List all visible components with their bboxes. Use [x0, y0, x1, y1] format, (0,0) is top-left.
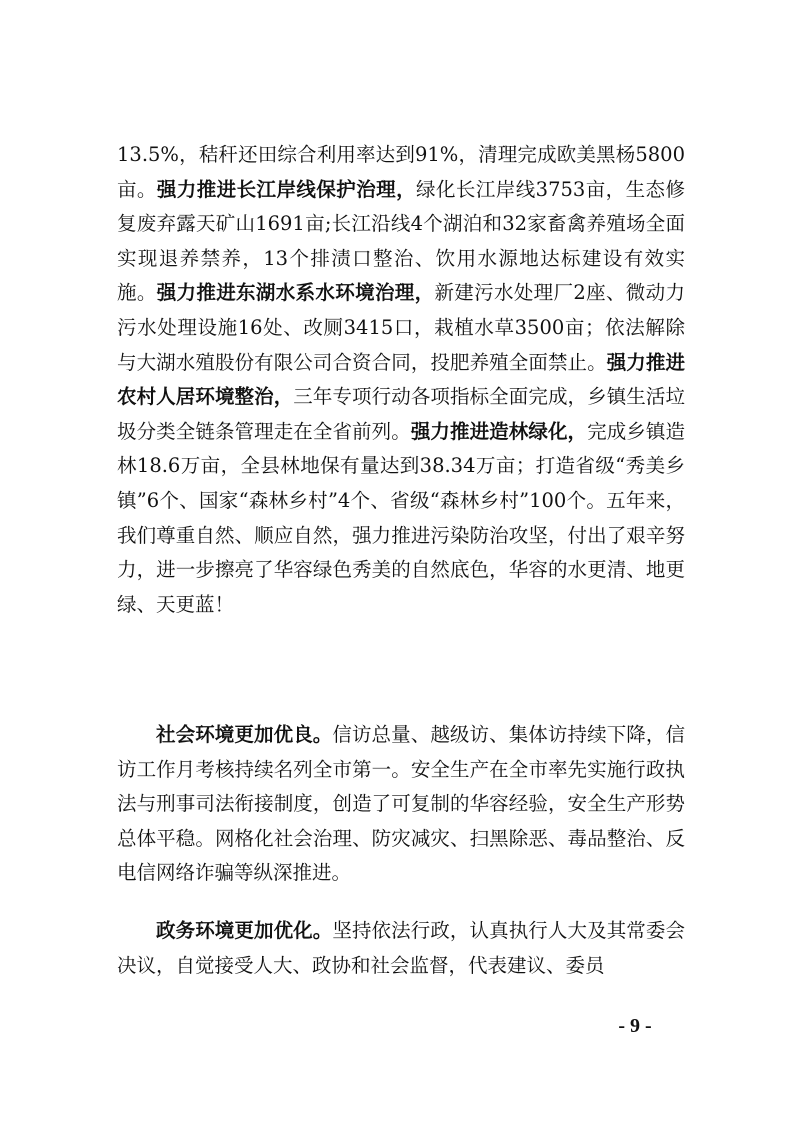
- bold-heading-east-lake-water: 强力推进东湖水系水环境治理，: [156, 281, 435, 305]
- bold-heading-rural-living-environment: 强力推进农村人居环境整治，: [117, 350, 685, 409]
- text-segment: 绿化长江岸线3753亩，生态修复废弃露天矿山1691亩;长江沿线4个湖泊和32家畜禽养殖场全面实现退养禁养，13个排渍口整治、饮用水源地达标建设有效实施。: [117, 177, 685, 305]
- page-number: - 9 -: [618, 1015, 652, 1037]
- bold-heading-government-environment: 政务环境更加优化。: [156, 919, 333, 942]
- text-segment: 完成乡镇造林18.6万亩，全县林地保有量达到38.34万亩；打造省级“秀美乡镇”6个、国家“森林乡村”4个、省级“森林乡村”100个。五年来，我们尊重自然、顺应自然，强力推进污染防治攻坚，付出了艰辛努力，进一步擦亮了华容绿色秀美的自然底色，华容的水更清、地更绿、天更蓝！: [117, 419, 685, 616]
- bold-heading-yangtze-shoreline: 强力推进长江岸线保护治理，: [156, 177, 417, 201]
- text-segment: 坚持依法行政，认真执行人大及其常委会决议，自觉接受人大、政协和社会监督，代表建议、委员: [117, 919, 685, 977]
- bold-heading-social-environment: 社会环境更加优良。: [156, 723, 333, 746]
- paragraph-government-environment: [117, 914, 685, 983]
- paragraph-environment-governance: [117, 138, 685, 622]
- text-segment: 三年专项行动各项指标全面完成，乡镇生活垃圾分类全链条管理走在全省前列。: [117, 385, 685, 443]
- text-segment: 13.5%，秸秆还田综合利用率达到91%，清理完成欧美黑杨5800亩。: [117, 143, 685, 201]
- text-segment: 新建污水处理厂2座、微动力污水处理设施16处、改厕3415口，栽植水草3500亩；依法解除与大湖水殖股份有限公司合资合同，投肥养殖全面禁止。: [117, 281, 685, 374]
- text-segment: 信访总量、越级访、集体访持续下降，信访工作月考核持续名列全市第一。安全生产在全市率先实施行政执法与刑事司法衔接制度，创造了可复制的华容经验，安全生产形势总体平稳。网格化社会治理、防灾减灾、扫黑除恶、毒品整治、反电信网络诈骗等纵深推进。: [117, 723, 685, 885]
- bold-heading-afforestation: 强力推进造林绿化，: [410, 419, 588, 443]
- paragraph-social-environment: [117, 718, 685, 891]
